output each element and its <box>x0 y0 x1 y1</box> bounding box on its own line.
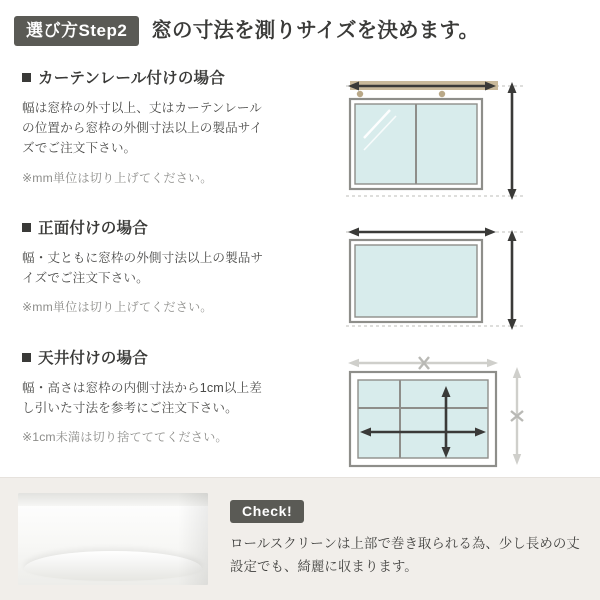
roll-screen-photo <box>18 493 208 585</box>
section-heading-wrap <box>22 70 272 89</box>
bullet-square-icon <box>22 73 31 82</box>
section-note: ※mm単位は切り上げてください。 <box>22 170 213 185</box>
bullet-square-icon <box>22 353 31 362</box>
section-front-mount <box>0 210 600 340</box>
bullet-square-icon <box>22 223 31 232</box>
section-text-block <box>22 218 272 334</box>
window-with-curtain-rail-diagram <box>324 72 534 204</box>
figure-curtain-rail <box>272 68 586 204</box>
check-description: ロールスクリーンは上部で巻き取られる為、少し長めの丈設定でも、綺麗に収まります。 <box>230 535 580 574</box>
section-text-block <box>22 68 272 204</box>
section-heading-wrap <box>22 220 272 239</box>
section-heading: 正面付けの場合 <box>38 220 148 237</box>
section-note: ※mm単位は切り上げてください。 <box>22 300 213 315</box>
section-body: 幅・高さは窓枠の内側寸法から1cm以上差し引いた寸法を参考にご注文下さい。 <box>22 380 262 415</box>
step-badge: 選び方Step2 <box>14 16 139 46</box>
check-panel <box>0 478 600 600</box>
check-text-block <box>208 500 600 578</box>
window-ceiling-mount-diagram <box>324 352 534 477</box>
section-ceiling-mount <box>0 340 600 483</box>
figure-ceiling-mount <box>272 348 586 477</box>
page-title: 窓の寸法を測りサイズを決めます。 <box>151 18 480 42</box>
section-note: ※1cm未満は切り捨てててください。 <box>22 430 228 445</box>
section-heading: カーテンレール付けの場合 <box>38 70 225 87</box>
section-body: 幅は窓枠の外寸以上、丈はカーテンレールの位置から窓枠の外側寸法以上の製品サイズでご注文下さい。 <box>22 100 263 156</box>
section-body: 幅・丈ともに窓枠の外側寸法以上の製品サイズでご注文下さい。 <box>22 250 264 285</box>
page-header <box>0 0 600 56</box>
section-heading-wrap <box>22 350 272 369</box>
figure-front-mount <box>272 218 586 334</box>
roll-screen-shadow <box>178 493 208 585</box>
sections-list <box>0 56 600 483</box>
section-heading: 天井付けの場合 <box>38 350 148 367</box>
window-front-mount-diagram <box>324 222 534 334</box>
section-curtain-rail <box>0 60 600 210</box>
roll-screen-curl <box>24 551 202 581</box>
section-text-block <box>22 348 272 477</box>
check-badge: Check! <box>230 500 304 523</box>
